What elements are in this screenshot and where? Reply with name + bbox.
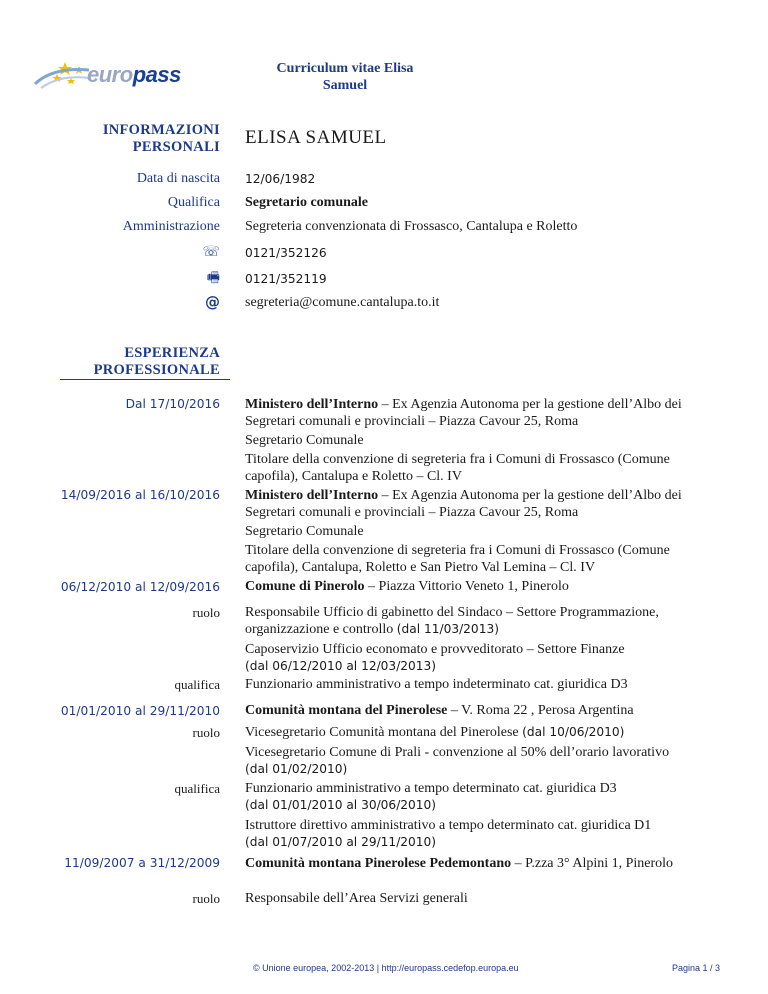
experience-entry: Ministero dell’Interno – Ex Agenzia Autonoma per la gestione dell’Albo dei Segretari comunali e provinciali – Piazza Cavour 25, Roma Segretario Comunale Titolare della convenzione di segreteria fra i Comuni di Frossasco (Comune capofila), Cantalupa, Roletto e San Pietro Val Lemina – Cl. IV bbox=[245, 488, 682, 575]
section-personal-info: INFORMAZIONI PERSONALI bbox=[102, 122, 220, 155]
ruolo-value: Responsabile dell’Area Servizi generali bbox=[245, 891, 468, 906]
qualifica-value: Funzionario amministrativo a tempo determinato cat. giuridica D3 (dal 01/01/2010 al 30/06/2010) Istruttore direttivo amministrativo a tempo determinato cat. giuridica D1 (dal 01/07/2010 al 29/11/2010) bbox=[245, 781, 652, 849]
amministrazione-label: Amministrazione bbox=[122, 219, 220, 234]
ruolo-value: Responsabile Ufficio di gabinetto del Sindaco – Settore Programmazione, organizzazione e controllo (dal 11/03/2013) Caposervizio Ufficio economato e provveditorato – Settore Finanze (dal 06/12/2010 al 12/03/2013) bbox=[245, 605, 659, 673]
experience-employer: Comune di Pinerolo – Piazza Vittorio Veneto 1, Pinerolo bbox=[245, 579, 569, 594]
experience-date: 06/12/2010 al 12/09/2016 bbox=[60, 580, 220, 594]
experience-employer: Comunità montana del Pinerolese – V. Roma 22 , Perosa Argentina bbox=[245, 703, 634, 718]
birth-label: Data di nascita bbox=[136, 171, 220, 186]
full-name: ELISA SAMUEL bbox=[245, 127, 387, 148]
ruolo-label: ruolo bbox=[192, 725, 220, 740]
qualifica-value: Funzionario amministrativo a tempo indeterminato cat. giuridica D3 bbox=[245, 677, 628, 692]
experience-entry: Ministero dell’Interno – Ex Agenzia Autonoma per la gestione dell’Albo dei Segretari comunali e provinciali – Piazza Cavour 25, Roma Segretario Comunale Titolare della convenzione di segreteria fra i Comuni di Frossasco (Comune capofila), Cantalupa e Roletto – Cl. IV bbox=[245, 397, 682, 484]
email-value[interactable]: segreteria@comune.cantalupa.to.it bbox=[245, 295, 440, 310]
fax-value: 0121/352119 bbox=[245, 272, 327, 286]
footer-copyright[interactable]: © Unione europea, 2002-2013 | http://europass.cedefop.europa.eu bbox=[253, 963, 519, 973]
qualifica-label: qualifica bbox=[174, 781, 220, 796]
experience-date: 14/09/2016 al 16/10/2016 bbox=[60, 488, 220, 502]
qualifica-label: qualifica bbox=[174, 677, 220, 692]
page-number: Pagina 1 / 3 bbox=[672, 963, 721, 973]
experience-date: 11/09/2007 a 31/12/2009 bbox=[64, 856, 220, 870]
fax-icon: 🖷 bbox=[206, 270, 220, 286]
section-experience: ESPERIENZA PROFESSIONALE bbox=[93, 345, 220, 378]
email-icon: @ bbox=[205, 293, 220, 311]
experience-date: 01/01/2010 al 29/11/2010 bbox=[60, 704, 220, 718]
qualifica-value: Segretario comunale bbox=[245, 195, 368, 210]
phone-icon: ☏ bbox=[202, 244, 220, 260]
section-divider bbox=[60, 379, 230, 380]
birth-value: 12/06/1982 bbox=[245, 172, 316, 186]
ruolo-label: ruolo bbox=[192, 605, 220, 620]
europass-logo bbox=[27, 56, 181, 96]
title-line-2: Samuel bbox=[322, 78, 368, 93]
experience-date: Dal 17/10/2016 bbox=[125, 397, 220, 411]
ruolo-value: Vicesegretario Comunità montana del Pinerolese (dal 10/06/2010) Vicesegretario Comune di Prali - convenzione al 50% dell’orario lavorativo (dal 01/02/2010) bbox=[245, 725, 670, 776]
amministrazione-value: Segreteria convenzionata di Frossasco, Cantalupa e Roletto bbox=[245, 219, 578, 234]
ruolo-label: ruolo bbox=[192, 891, 220, 906]
title-line-1: Curriculum vitae Elisa bbox=[276, 61, 414, 76]
experience-employer: Comunità montana Pinerolese Pedemontano – P.zza 3° Alpini 1, Pinerolo bbox=[245, 856, 674, 871]
phone-value: 0121/352126 bbox=[245, 246, 327, 260]
logo-text: europass bbox=[87, 62, 181, 87]
document-title bbox=[240, 60, 450, 94]
qualifica-label: Qualifica bbox=[167, 195, 220, 210]
